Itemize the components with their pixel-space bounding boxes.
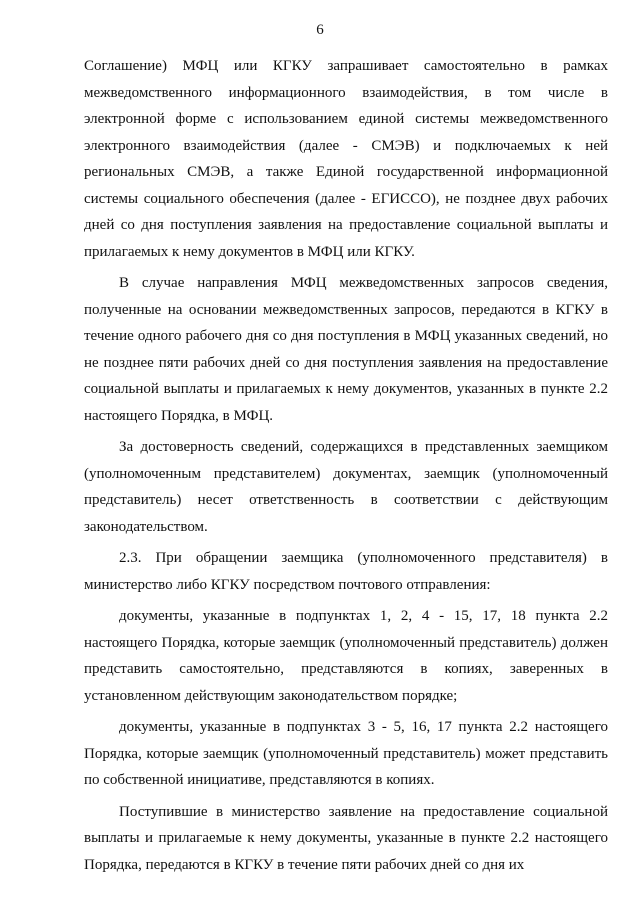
page-number: 6: [316, 22, 324, 38]
body-text: [84, 53, 608, 878]
paragraph-interagency-requests: В случае направления МФЦ межведомственных запросов сведения, полученные на основании межведомственных запросов, передаются в КГКУ в течение одного рабочего дня со дня поступления в МФЦ указанных сведений, но не позднее пяти рабочих дней со дня поступления заявления на предоставление социальной выплаты и прилагаемых к нему документов, указанных в пункте 2.2 настоящего Порядка, в МФЦ.: [84, 275, 608, 424]
paragraph-responsibility: За достоверность сведений, содержащихся в представленных заемщиком (уполномоченным представителем) документах, заемщик (уполномоченный представитель) несет ответственность в соответствии с действующим законодательством.: [84, 439, 608, 535]
paragraph-received-documents: Поступившие в министерство заявление на предоставление социальной выплаты и прилагаемые к нему документы, указанные в пункте 2.2 настоящего Порядка, передаются в КГКУ в течение пяти рабочих дней со дня их: [84, 803, 608, 873]
paragraph-continuation: Соглашение) МФЦ или КГКУ запрашивает самостоятельно в рамках межведомственного информационного взаимодействия, в том числе в электронной форме с использованием единой системы межведомственного электронного взаимодействия (далее - СМЭВ) и подключаемых к ней региональных СМЭВ, а также Единой государственной информационной системы социального обеспечения (далее - ЕГИССО), не позднее двух рабочих дней со дня поступления заявления на предоставление социальной выплаты и прилагаемых к нему документов в МФЦ или КГКУ.: [84, 58, 608, 260]
paragraph-documents-self: документы, указанные в подпунктах 1, 2, 4 - 15, 17, 18 пункта 2.2 настоящего Порядка, которые заемщик (уполномоченный представитель) должен представить самостоятельно, представляются в копиях, заверенных в установленном действующим законодательством порядке;: [84, 608, 608, 704]
paragraph-documents-initiative: документы, указанные в подпунктах 3 - 5, 16, 17 пункта 2.2 настоящего Порядка, которые заемщик (уполномоченный представитель) может представить по собственной инициативе, представляются в копиях.: [84, 719, 608, 788]
paragraph-clause-2-3: 2.3. При обращении заемщика (уполномоченного представителя) в министерство либо КГКУ посредством почтового отправления:: [84, 550, 608, 593]
